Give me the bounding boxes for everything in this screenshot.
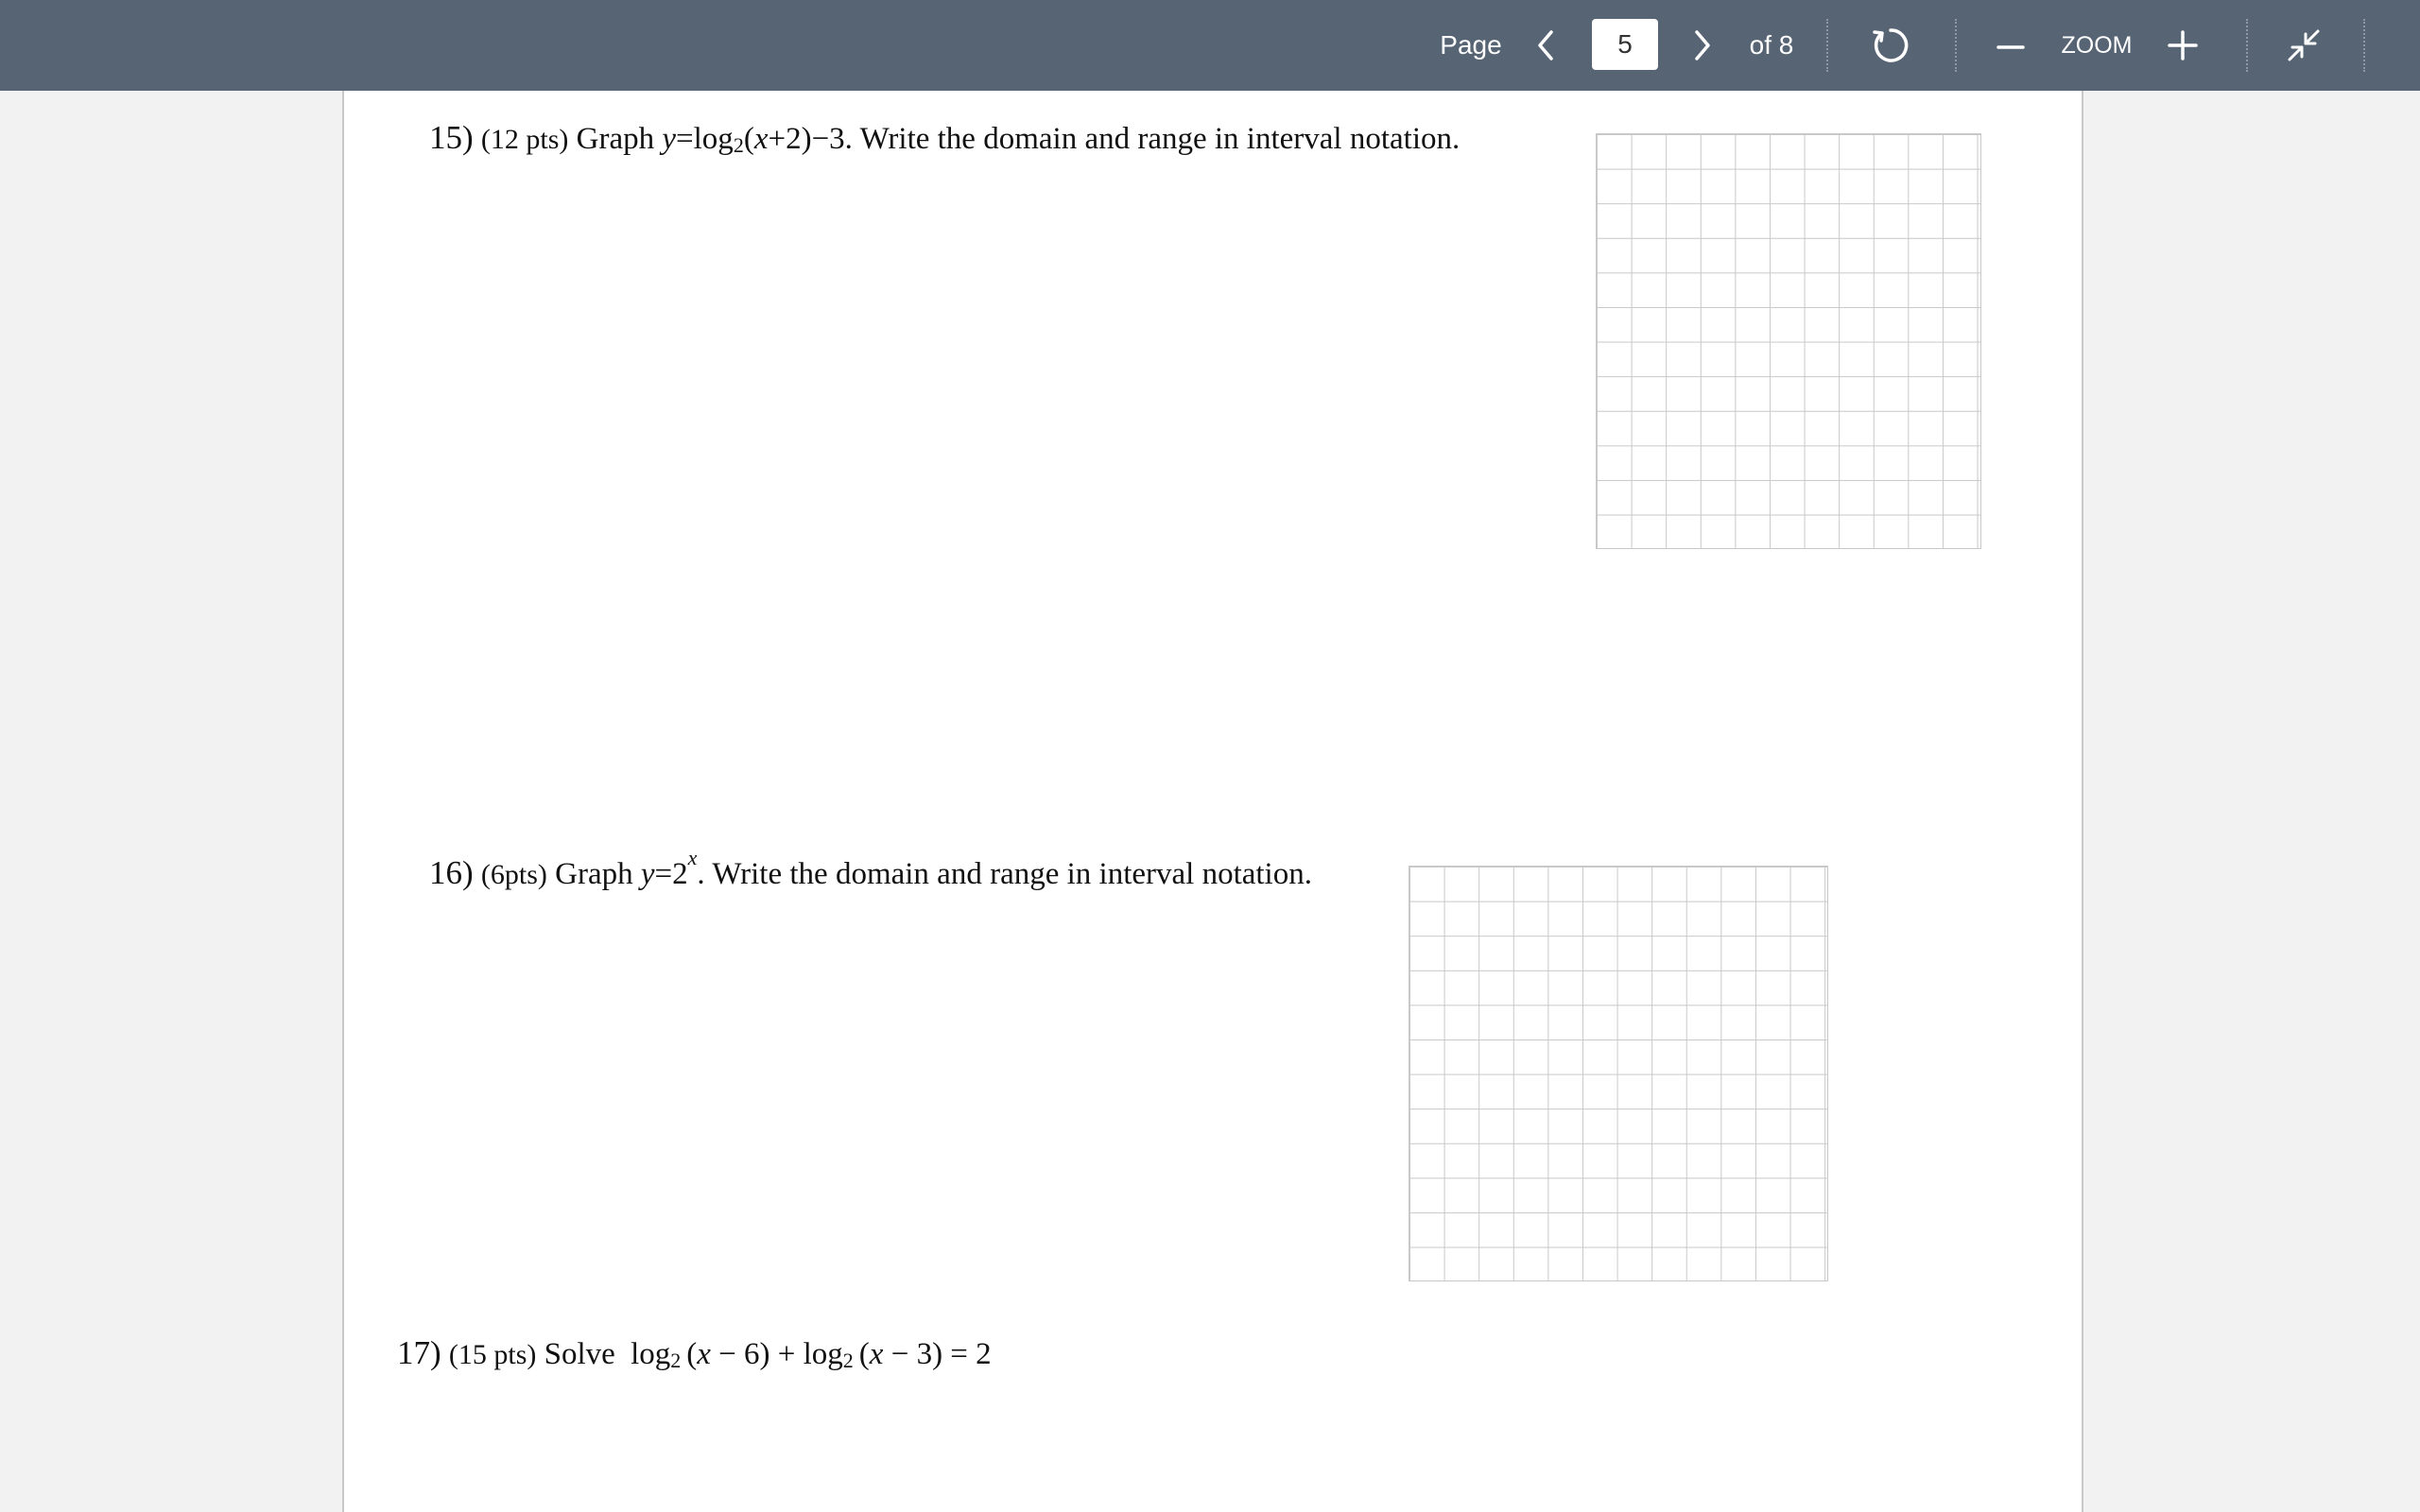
- question-number: 17): [397, 1334, 441, 1371]
- toolbar-divider: [1955, 19, 1957, 72]
- expr-variable: x: [869, 1337, 884, 1371]
- exit-fullscreen-button[interactable]: [2280, 0, 2327, 91]
- expr-exponent: x: [687, 846, 698, 869]
- expr-variable: y: [640, 857, 655, 891]
- question-16: [429, 846, 1312, 892]
- toolbar-divider: [1826, 19, 1828, 72]
- collapse-icon: [2285, 26, 2323, 64]
- minus-icon: [1996, 30, 2026, 60]
- expr-log-base: 2: [670, 1349, 682, 1372]
- expr-paren: (: [686, 1337, 698, 1371]
- zoom-label: ZOOM: [2061, 31, 2133, 59]
- question-number: 16): [429, 854, 474, 891]
- expr-rest: − 6) +: [710, 1337, 804, 1371]
- question-expression: [640, 846, 705, 891]
- graph-grid: [1596, 133, 1981, 549]
- question-15: [429, 119, 1460, 157]
- rotate-icon: [1870, 25, 1911, 66]
- toolbar-divider: [2363, 19, 2365, 72]
- question-prefix: Graph: [576, 122, 655, 156]
- expr-log: log: [631, 1337, 671, 1371]
- graph-grid: [1409, 866, 1828, 1281]
- zoom-in-button[interactable]: [2161, 0, 2204, 91]
- question-instruction: Write the domain and range in interval notation.: [712, 857, 1312, 891]
- previous-page-button[interactable]: [1522, 0, 1569, 91]
- expr-log-base: 2: [842, 1349, 854, 1372]
- expr-variable: x: [753, 122, 769, 156]
- page-total-label: of 8: [1749, 30, 1794, 60]
- question-number: 15): [429, 119, 474, 156]
- document-page: [342, 91, 2083, 1512]
- question-expression: [631, 1337, 992, 1371]
- page-label: Page: [1440, 30, 1502, 60]
- zoom-out-button[interactable]: [1989, 0, 2032, 91]
- expr-variable: y: [662, 122, 677, 156]
- expr-equals-log: =log: [676, 122, 734, 156]
- expr-rest: +2)−3.: [768, 122, 853, 156]
- question-17: [397, 1334, 992, 1372]
- next-page-button[interactable]: [1679, 0, 1726, 91]
- expr-paren: (: [858, 1337, 870, 1371]
- question-instruction: Write the domain and range in interval notation.: [859, 122, 1461, 156]
- rotate-button[interactable]: [1864, 0, 1917, 91]
- question-points: (12 pts): [480, 124, 569, 155]
- question-points: (6pts): [480, 859, 547, 890]
- question-prefix: Graph: [555, 857, 633, 891]
- question-prefix: Solve: [544, 1337, 615, 1371]
- expr-variable: x: [697, 1337, 711, 1371]
- question-points: (15 pts): [448, 1339, 537, 1370]
- page-number-input[interactable]: 5: [1592, 19, 1658, 70]
- plus-icon: [2167, 29, 2199, 61]
- expr-rest: − 3) = 2: [883, 1337, 992, 1371]
- expr-equals: =2: [654, 857, 688, 891]
- toolbar-divider: [2246, 19, 2248, 72]
- viewer-toolbar: [0, 0, 2420, 91]
- expr-paren: (: [743, 122, 754, 156]
- chevron-right-icon: [1691, 28, 1714, 62]
- expr-log-base: 2: [733, 133, 744, 157]
- expr-rest: .: [697, 857, 705, 891]
- chevron-left-icon: [1534, 28, 1557, 62]
- expr-log: log: [803, 1337, 843, 1371]
- question-expression: [662, 122, 853, 156]
